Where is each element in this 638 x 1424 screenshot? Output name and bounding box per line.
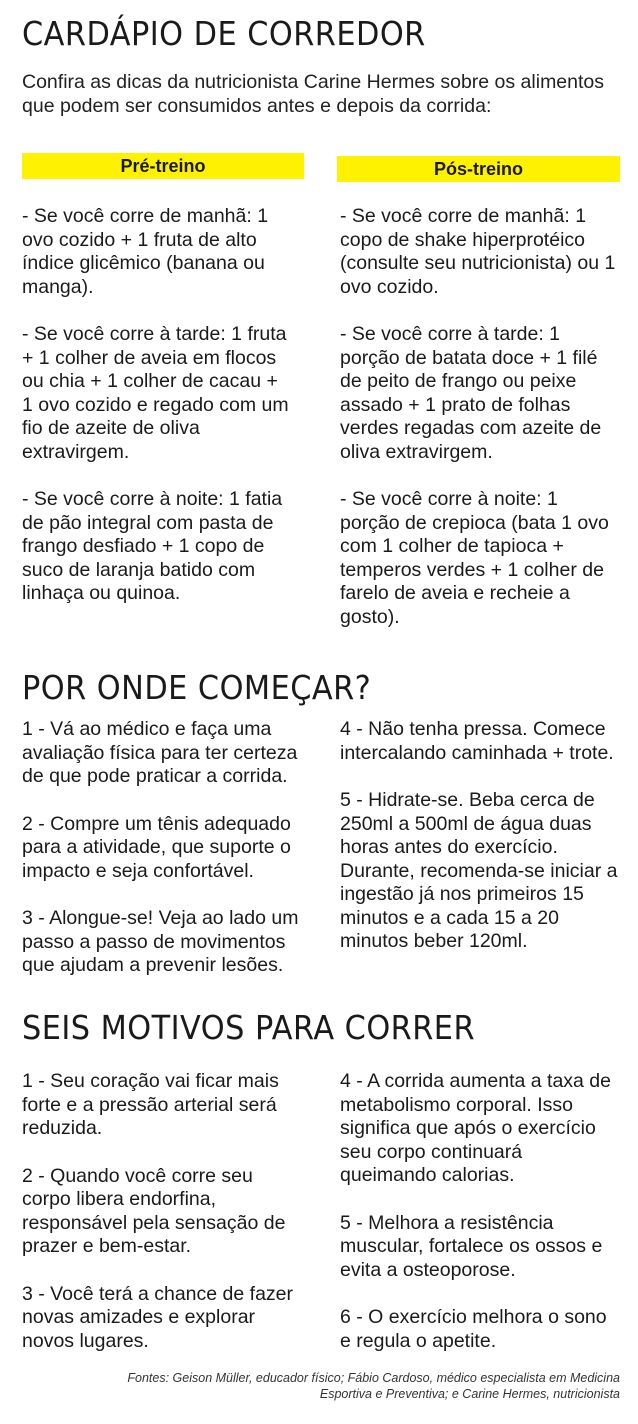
list-item: - Se você corre de manhã: 1 copo de shake hiperprotéico (consulte seu nutricionista) ou 1 ovo cozido.	[340, 205, 616, 298]
comecar-right-list	[340, 718, 620, 954]
list-item: 6 - O exercício melhora o sono e regula o apetite.	[340, 1306, 607, 1352]
list-item: - Se você corre à tarde: 1 fruta + 1 colher de aveia em flocos ou chia + 1 colher de cacau + 1 ovo cozido e regado com um fio de azeite de oliva extravirgem.	[22, 323, 289, 463]
list-item: 5 - Melhora a resistência muscular, fortalece os ossos e evita a osteoporose.	[340, 1211, 603, 1281]
section-title-motivos: SEIS MOTIVOS PARA CORRER	[22, 1008, 475, 1047]
list-item: 2 - Quando você corre seu corpo libera endorfina, responsável pela sensação de prazer e bem-estar.	[22, 1164, 286, 1257]
pre-treino-label: Pré-treino	[22, 153, 304, 179]
intro-text: Confira as dicas da nutricionista Carine Hermes sobre os alimentos que podem ser consumidos antes e depois da corrida:	[22, 71, 605, 117]
comecar-left-list	[22, 718, 312, 978]
list-item: 1 - Seu coração vai ficar mais forte e a pressão arterial será reduzida.	[22, 1070, 279, 1139]
list-item: 2 - Compre um tênis adequado para a atividade, que suporte o impacto e seja confortável.	[22, 812, 291, 882]
list-item: 4 - A corrida aumenta a taxa de metabolismo corporal. Isso significa que após o exercício seu corpo continuará queimando calorias.	[340, 1070, 612, 1186]
list-item: 5 - Hidrate-se. Beba cerca de 250ml a 500ml de água duas horas antes do exercício. Durante, recomenda-se iniciar a ingestão já nos primeiros 15 minutos e a cada 15 a 20 minutos beber 120ml.	[340, 789, 618, 952]
sources-footnote: Fontes: Geison Müller, educador físico; Fábio Cardoso, médico especialista em Medicina Esportiva e Preventiva; e Carine Hermes, nutricionista	[127, 1371, 620, 1401]
list-item: - Se você corre à noite: 1 fatia de pão integral com pasta de frango desfiado + 1 copo de suco de laranja batido com linhaça ou quinoa.	[22, 488, 283, 604]
motivos-left-list	[22, 1070, 302, 1353]
section-title-cardapio: CARDÁPIO DE CORREDOR	[22, 14, 426, 53]
pos-treino-label: Pós-treino	[337, 156, 620, 182]
motivos-right-list	[340, 1070, 620, 1353]
list-item: 3 - Alongue-se! Veja ao lado um passo a passo de movimentos que ajudam a prevenir lesões.	[22, 907, 299, 976]
pre-treino-list	[22, 205, 292, 606]
pos-treino-list	[340, 205, 616, 629]
section-title-comecar: POR ONDE COMEÇAR?	[22, 668, 372, 707]
list-item: - Se você corre à tarde: 1 porção de batata doce + 1 filé de peito de frango ou peixe assado + 1 prato de folhas verdes regadas com azeite de oliva extravirgem.	[340, 323, 602, 463]
list-item: 1 - Vá ao médico e faça uma avaliação física para ter certeza de que pode praticar a corrida.	[22, 718, 298, 787]
list-item: 4 - Não tenha pressa. Comece intercalando caminhada + trote.	[340, 718, 614, 764]
list-item: - Se você corre de manhã: 1 ovo cozido + 1 fruta de alto índice glicêmico (banana ou manga).	[22, 205, 269, 298]
list-item: 3 - Você terá a chance de fazer novas amizades e explorar novos lugares.	[22, 1282, 294, 1352]
list-item: - Se você corre à noite: 1 porção de crepioca (bata 1 ovo com 1 colher de tapioca + temperos verdes + 1 colher de farelo de aveia e recheie a gosto).	[340, 488, 609, 628]
